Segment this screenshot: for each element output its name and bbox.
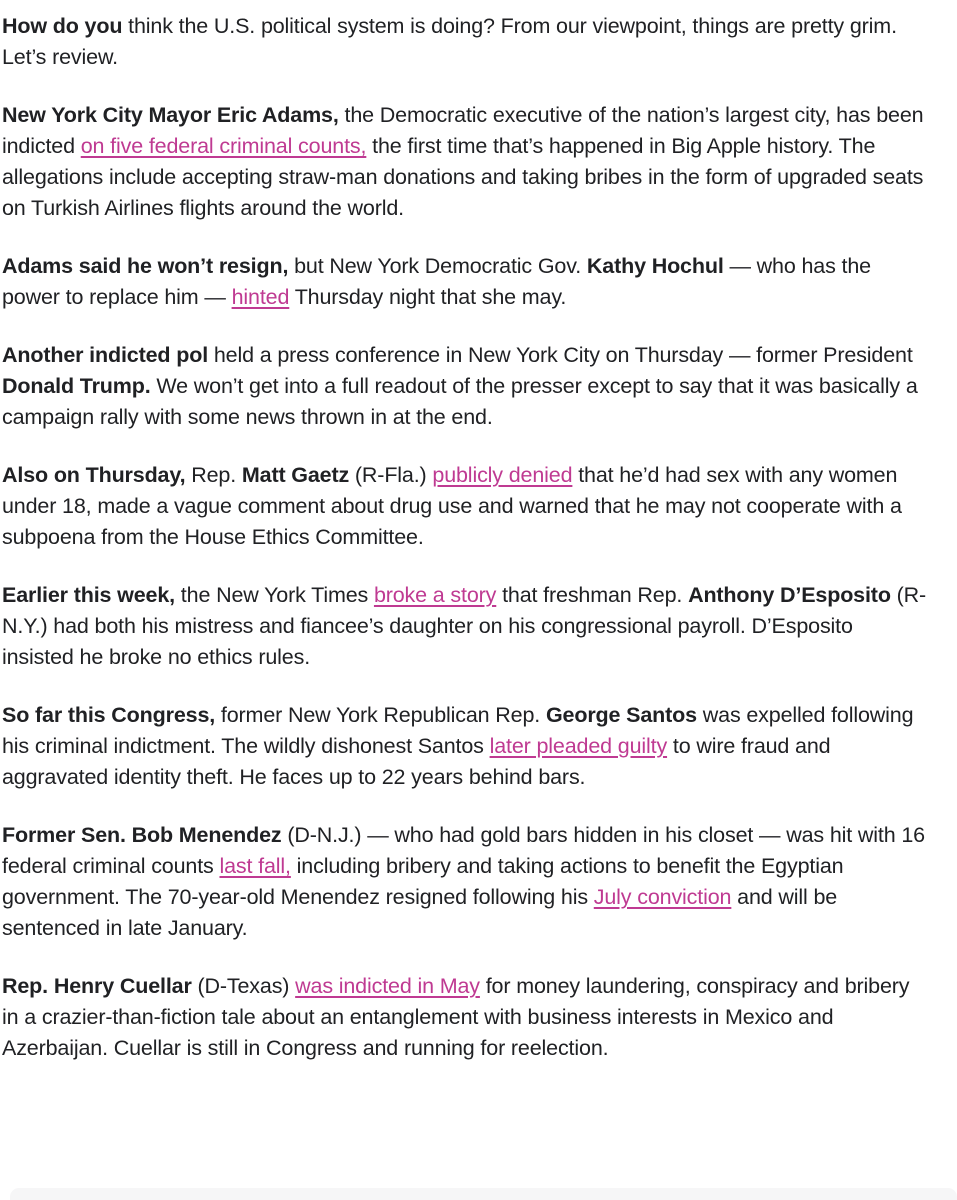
bottom-card: [10, 1188, 957, 1200]
body-text: that he’d had sex with any women under 18, made a vague comment about drug use and warned that he may not cooperate with a subpoena from the House Ethics Committee.: [2, 463, 902, 549]
paragraph: [2, 700, 929, 793]
inline-link[interactable]: last fall,: [219, 854, 291, 878]
body-text: (R-N.Y.) had both his mistress and fiancee’s daughter on his congressional payroll. D’Esposito insisted he broke no ethics rules.: [2, 583, 927, 669]
bold-lead-text: Also on Thursday,: [2, 463, 186, 487]
paragraph: [2, 340, 929, 433]
paragraph: [2, 971, 929, 1064]
inline-link[interactable]: July conviction: [593, 885, 732, 909]
paragraph: [2, 251, 929, 313]
paragraph: [2, 580, 929, 673]
bold-lead-text: Earlier this week,: [2, 583, 175, 607]
inline-link[interactable]: broke a story: [373, 583, 497, 607]
body-text: (R-Fla.): [349, 463, 433, 487]
inline-link[interactable]: hinted: [231, 285, 290, 309]
body-text: that freshman Rep.: [496, 583, 689, 607]
bold-lead-text: How do you: [2, 14, 123, 38]
inline-link[interactable]: on five federal criminal counts,: [80, 134, 367, 158]
body-text: the New York Times: [174, 583, 374, 607]
body-text: was expelled following his criminal indictment. The wildly dishonest Santos: [2, 703, 914, 758]
body-text: but New York Democratic Gov.: [288, 254, 587, 278]
bold-lead-text: Rep. Henry Cuellar: [2, 974, 192, 998]
body-text: former New York Republican Rep.: [215, 703, 546, 727]
body-text: think the U.S. political system is doing? From our viewpoint, things are pretty grim. Let’s review.: [2, 14, 897, 69]
paragraph: [2, 820, 929, 944]
paragraph: [2, 100, 929, 224]
bold-lead-text: Anthony D’Esposito: [688, 583, 891, 607]
body-text: We won’t get into a full readout of the presser except to say that it was basically a campaign rally with some news thrown in at the end.: [2, 374, 918, 429]
bold-lead-text: Another indicted pol: [2, 343, 209, 367]
bold-lead-text: Donald Trump.: [2, 374, 151, 398]
body-text: the Democratic executive of the nation’s largest city, has been indicted: [2, 103, 924, 158]
inline-link[interactable]: later pleaded guilty: [489, 734, 668, 758]
bold-lead-text: Matt Gaetz: [241, 463, 350, 487]
paragraph: [2, 11, 929, 73]
body-text: Thursday night that she may.: [289, 285, 567, 309]
body-text: (D-N.J.) — who had gold bars hidden in his closet — was hit with 16 federal criminal counts: [2, 823, 925, 878]
body-text: Rep.: [185, 463, 242, 487]
bold-lead-text: New York City Mayor Eric Adams,: [2, 103, 339, 127]
body-text: to wire fraud and aggravated identity theft. He faces up to 22 years behind bars.: [2, 734, 831, 789]
body-text: for money laundering, conspiracy and bribery in a crazier-than-fiction tale about an entanglement with business interests in Mexico and Azerbaijan. Cuellar is still in Congress and running for reelection.: [2, 974, 910, 1060]
inline-link[interactable]: was indicted in May: [295, 974, 480, 998]
body-text: the first time that’s happened in Big Apple history. The allegations include accepting straw-man donations and taking bribes in the form of upgraded seats on Turkish Airlines flights around the world.: [2, 134, 924, 220]
bold-lead-text: Kathy Hochul: [586, 254, 724, 278]
body-text: held a press conference in New York City on Thursday — former President: [208, 343, 913, 367]
body-text: including bribery and taking actions to benefit the Egyptian government. The 70-year-old Menendez resigned following his: [2, 854, 844, 909]
paragraph: [2, 460, 929, 553]
bold-lead-text: Adams said he won’t resign,: [2, 254, 289, 278]
body-text: and will be sentenced in late January.: [2, 885, 838, 940]
body-text: (D-Texas): [191, 974, 296, 998]
body-text: — who has the power to replace him —: [2, 254, 871, 309]
bold-lead-text: Former Sen. Bob Menendez: [2, 823, 282, 847]
bold-lead-text: So far this Congress,: [2, 703, 216, 727]
bold-lead-text: George Santos: [545, 703, 697, 727]
inline-link[interactable]: publicly denied: [432, 463, 573, 487]
